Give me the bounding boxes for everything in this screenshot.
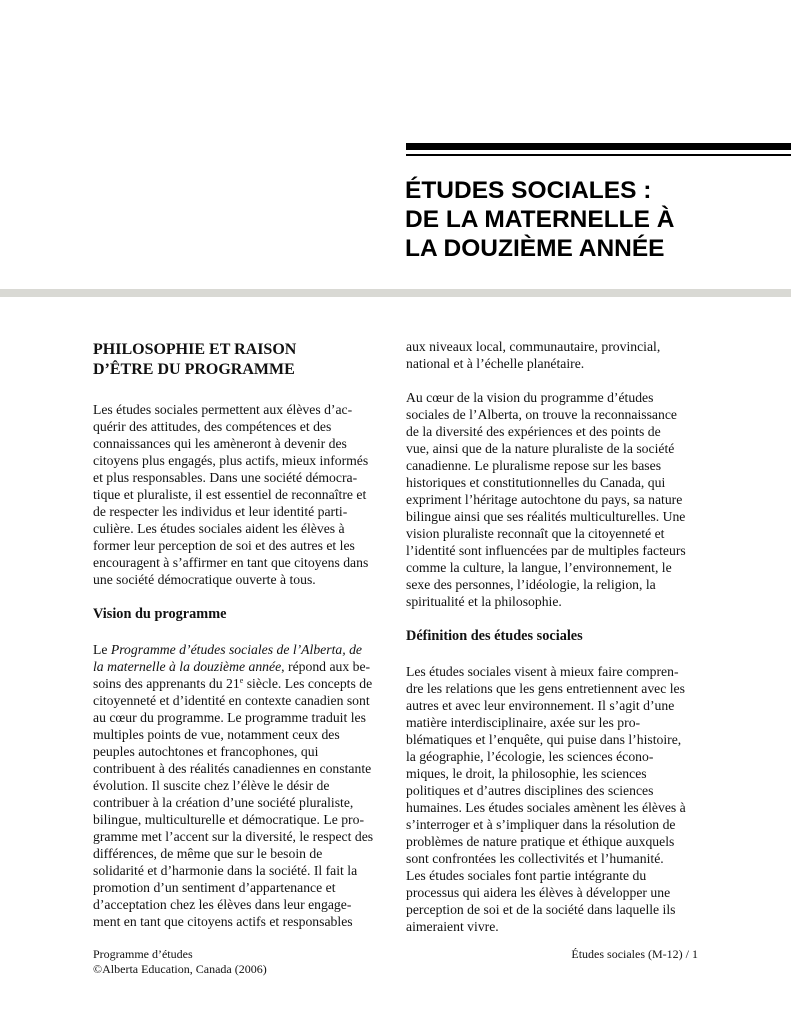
text-line: blématiques et l’enquête, qui puise dans l’histoire,	[406, 732, 682, 747]
text-line: connaissances qui les amèneront à devenir des	[93, 436, 347, 451]
text-line: de la diversité des expériences et des points de	[406, 424, 661, 439]
text-line: l’identité sont influencées par de multiples facteurs	[406, 543, 686, 558]
heading-line: PHILOSOPHIE ET RAISON	[93, 341, 297, 358]
text-line: bilingue ainsi que ses réalités multiculturelles. Une	[406, 509, 686, 524]
heading-line: D’ÊTRE DU PROGRAMME	[93, 361, 295, 378]
text-line: au cœur du programme. Le programme traduit les	[93, 710, 366, 725]
title-rule-thin	[406, 154, 791, 156]
text-line	[93, 675, 389, 692]
text-line: et plus responsables. Dans une société démocra-	[93, 470, 358, 485]
section-heading-definition: Définition des études sociales	[406, 628, 583, 644]
left-column	[93, 340, 389, 930]
text-line: processus qui aidera les élèves à développer une	[406, 885, 671, 900]
text-line: national et à l’échelle planétaire.	[406, 356, 585, 371]
text-line: Les études sociales permettent aux élèves d’ac-	[93, 402, 353, 417]
text-line: peuples autochtones et francophones, qui	[93, 744, 319, 759]
text-line: expriment l’héritage autochtone du pays, sa nature	[406, 492, 683, 507]
title-line: LA DOUZIÈME ANNÉE	[405, 235, 665, 262]
text-line: aux niveaux local, communautaire, provincial,	[406, 339, 661, 354]
continuation-paragraph	[406, 338, 702, 372]
text-line: citoyens plus engagés, plus actifs, mieux informés	[93, 453, 369, 468]
text-line: contribuent à des réalités canadiennes en constante	[93, 761, 372, 776]
text-line: s’interroger et à s’impliquer dans la résolution de	[406, 817, 676, 832]
text-run: Le	[93, 642, 111, 657]
text-line: historiques et constitutionnelles du Canada, qui	[406, 475, 666, 490]
text-run: siècle. Les concepts de	[243, 676, 373, 691]
text-line: humaines. Les études sociales amènent les élèves à	[406, 800, 686, 815]
text-line: quérir des attitudes, des compétences et des	[93, 419, 332, 434]
text-run: , répond aux be-	[281, 659, 371, 674]
text-line: Les études sociales visent à mieux faire compren-	[406, 664, 679, 679]
text-line: vue, ainsi que de la nature pluraliste de la société	[406, 441, 675, 456]
vision-paragraph	[93, 641, 389, 930]
text-line: une société démocratique ouverte à tous.	[93, 572, 316, 587]
text-line	[93, 641, 389, 658]
section-heading-philosophy	[93, 340, 389, 380]
text-line: sexe des personnes, l’idéologie, la religion, la	[406, 577, 656, 592]
text-line: multiples points de vue, notamment ceux des	[93, 727, 340, 742]
text-line: politiques et d’autres disciplines des sciences	[406, 783, 654, 798]
footer-copyright: ©Alberta Education, Canada (2006)	[93, 962, 267, 976]
text-line: problèmes de nature pratique et éthique auxquels	[406, 834, 675, 849]
text-line: différences, de même que sur le besoin de	[93, 846, 323, 861]
text-line: la géographie, l’écologie, les sciences écono-	[406, 749, 654, 764]
program-title-italic: Programme d’études sociales de l’Alberta, de	[110, 642, 362, 657]
text-line: d’acceptation chez les élèves dans leur engage-	[93, 897, 352, 912]
text-line: matière interdisciplinaire, axée sur les pro-	[406, 715, 641, 730]
text-line: évolution. Il suscite chez l’élève le désir de	[93, 778, 330, 793]
title-rule-thick	[406, 143, 791, 150]
text-line: autres et avec leur environnement. Il s’agit d’une	[406, 698, 675, 713]
text-line: culière. Les études sociales aident les élèves à	[93, 521, 345, 536]
document-title	[405, 176, 785, 263]
section-heading-vision: Vision du programme	[93, 606, 227, 622]
text-line: sociales de l’Alberta, on trouve la reconnaissance	[406, 407, 677, 422]
text-line: ment en tant que citoyens actifs et responsables	[93, 914, 353, 929]
text-line: gramme met l’accent sur la diversité, le respect des	[93, 829, 374, 844]
superscript: e	[239, 676, 244, 685]
text-line: Les études sociales font partie intégrante du	[406, 868, 647, 883]
text-line: perception de soi et de la société dans laquelle ils	[406, 902, 676, 917]
text-line: Au cœur de la vision du programme d’études	[406, 390, 654, 405]
text-line: dre les relations que les gens entretiennent avec les	[406, 681, 685, 696]
text-line: vision pluraliste reconnaît que la citoyenneté et	[406, 526, 665, 541]
text-line: citoyenneté et d’identité en contexte canadien sont	[93, 693, 370, 708]
text-line: bilingue, multiculturelle et démocratique. Le pro-	[93, 812, 364, 827]
text-line: sont confrontées les collectivités et l’humanité.	[406, 851, 664, 866]
right-column	[406, 338, 702, 935]
text-line: encouragent à s’affirmer en tant que citoyens dans	[93, 555, 369, 570]
text-run: soins des apprenants du 21	[93, 676, 240, 691]
text-line: canadienne. Le pluralisme repose sur les bases	[406, 458, 662, 473]
text-line: tique et pluraliste, il est essentiel de reconnaître et	[93, 487, 367, 502]
text-line	[93, 658, 389, 675]
title-line: DE LA MATERNELLE À	[405, 206, 675, 233]
text-line: de respecter les individus et leur identité parti-	[93, 504, 348, 519]
title-line: ÉTUDES SOCIALES :	[405, 177, 652, 204]
text-line: promotion d’un sentiment d’appartenance et	[93, 880, 336, 895]
footer-left	[93, 947, 267, 977]
text-line: comme la culture, la langue, l’environnement, le	[406, 560, 672, 575]
program-title-italic: la maternelle à la douzième année	[93, 659, 282, 674]
header-divider-band	[0, 289, 791, 297]
text-line: aimeraient vivre.	[406, 919, 499, 934]
text-line: miques, le droit, la philosophie, les sciences	[406, 766, 647, 781]
text-line: contribuer à la création d’une société pluraliste,	[93, 795, 354, 810]
pluralism-paragraph	[406, 389, 702, 610]
philosophy-paragraph	[93, 401, 389, 588]
text-line: former leur perception de soi et des autres et les	[93, 538, 355, 553]
footer-program-label: Programme d’études	[93, 947, 193, 961]
footer-page-number: Études sociales (M-12) / 1	[571, 947, 698, 961]
title-rules	[406, 143, 791, 156]
text-line: solidarité et d’harmonie dans la société. Il fait la	[93, 863, 358, 878]
text-line: spiritualité et la philosophie.	[406, 594, 562, 609]
definition-paragraph	[406, 663, 702, 935]
